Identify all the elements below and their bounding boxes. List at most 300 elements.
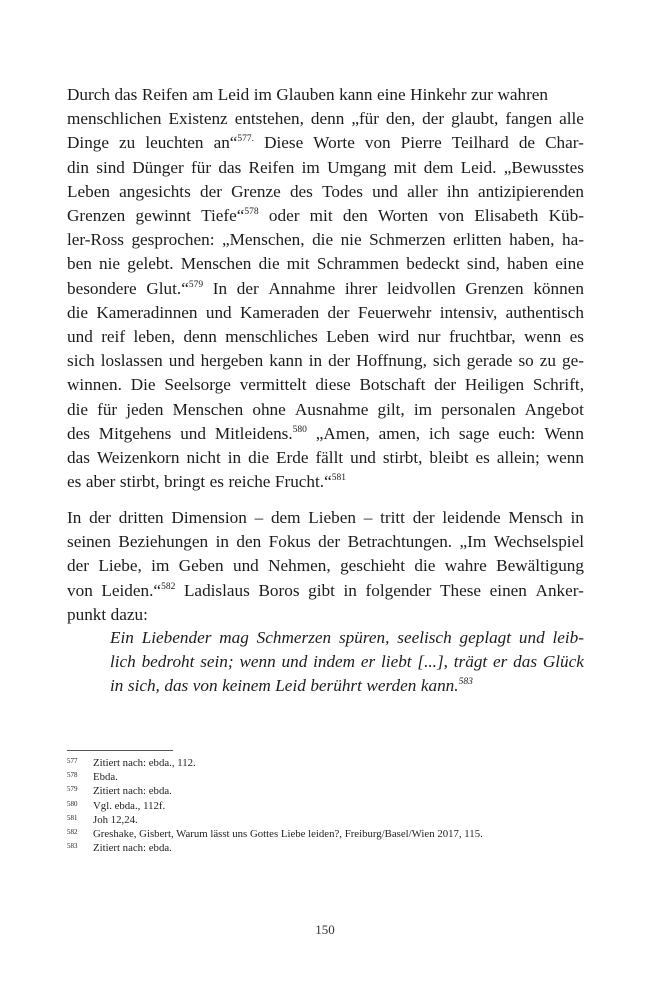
word: Anker- (535, 580, 584, 600)
word: „Bewusstes (503, 157, 584, 177)
word: Hoffnung, (356, 351, 427, 371)
word: berührt (310, 676, 362, 696)
word: Seelsorge (164, 375, 231, 395)
word: Menschen (172, 399, 244, 419)
word: und (372, 181, 398, 201)
word: die (312, 230, 334, 250)
footnote (67, 783, 172, 798)
word: die (258, 254, 280, 274)
word: reiche (228, 472, 271, 492)
word: und (518, 628, 545, 647)
word: „Im (459, 532, 487, 552)
word: dem (270, 508, 301, 527)
word: es (209, 472, 224, 492)
word: Heiligen (464, 375, 525, 395)
word: Ausnahme (294, 399, 369, 419)
word: Küb- (548, 206, 584, 225)
word: euch: (498, 423, 536, 443)
word: in (227, 448, 242, 467)
word: Ein (110, 628, 134, 647)
text-line (67, 325, 584, 349)
word: den, (386, 109, 416, 129)
word: Fokus (268, 532, 311, 552)
footnote-number: 580 (67, 799, 78, 808)
word: nie (340, 230, 362, 250)
text-line (67, 349, 584, 373)
word: Leben (326, 327, 370, 346)
word: menschliches (225, 327, 318, 346)
word: winnen. (67, 375, 122, 395)
word: sage (458, 423, 490, 443)
word: dritten (118, 508, 164, 527)
word: fruchtbar, (448, 327, 516, 346)
text-line (67, 180, 584, 204)
word: loslassen (100, 351, 163, 371)
word: leidende (442, 508, 501, 527)
page-number: 150 (315, 922, 335, 937)
word: von (192, 676, 218, 696)
word: sein; (200, 652, 234, 672)
word: Menschen (180, 254, 252, 274)
word: des (67, 423, 90, 443)
word: von (364, 133, 391, 153)
word: de (518, 133, 536, 153)
word: glaubt, (451, 109, 499, 129)
word: Worte (313, 133, 355, 153)
word: können (533, 278, 584, 298)
word: besondere (67, 278, 137, 298)
word: an“$^{577.}$ (213, 133, 255, 153)
word: mit (309, 206, 333, 225)
word: tritt (380, 508, 405, 527)
word: antizipierenden (478, 181, 584, 201)
word: ben (67, 254, 92, 274)
word: Kameraden (239, 302, 320, 322)
word: „Amen, (315, 423, 370, 443)
word: Leid. (460, 157, 497, 177)
word: und (168, 351, 195, 371)
footnote-number: 577 (67, 757, 78, 765)
word: wird (377, 327, 410, 346)
word: Schmerzen (256, 628, 332, 647)
word: es (569, 327, 584, 346)
word: Mensch (508, 508, 563, 527)
word: Wenn (544, 423, 584, 443)
word: kann.$^{583}$ (420, 676, 473, 696)
quote-line (110, 650, 584, 674)
text-line (67, 603, 584, 627)
word: Reifen (141, 85, 188, 104)
word: in (110, 676, 124, 696)
word: Glück (542, 652, 584, 672)
word: gewinnt (135, 206, 191, 225)
word: Elisabeth (474, 206, 539, 225)
text-line (67, 398, 584, 422)
word: mit (393, 157, 417, 177)
word: Umgang (327, 157, 387, 177)
word: in (343, 580, 357, 600)
word: Angebot (524, 399, 584, 419)
word: haben, (509, 230, 555, 250)
footnote-text: Zitiert nach: ebda. (93, 785, 172, 798)
footnote-ref[interactable]: 582 (161, 581, 176, 592)
word: er (360, 652, 376, 672)
word: din (67, 157, 89, 177)
word: der (412, 508, 435, 527)
word: aller (407, 181, 438, 201)
text-line (67, 228, 584, 252)
word: gibt (308, 580, 335, 600)
word: er (493, 652, 508, 672)
word: dem (423, 157, 454, 177)
word: These (440, 580, 482, 600)
text-line (67, 554, 584, 578)
word: aber (85, 472, 116, 492)
quote-line (110, 674, 584, 698)
word: Leid (217, 85, 250, 104)
word: Lieben (308, 508, 357, 527)
word: „Menschen, (222, 230, 305, 250)
word: reif (101, 327, 126, 346)
word: Grenze (231, 181, 281, 201)
word: amen, (378, 423, 421, 443)
word: Teilhard (451, 133, 509, 153)
word: und (67, 327, 93, 346)
word: wenn (546, 448, 584, 467)
word: und (232, 556, 259, 576)
text-line (67, 579, 584, 603)
word: Leiden.“$^{582}$ (101, 580, 176, 600)
word: eine (377, 85, 406, 104)
word: ihn (446, 181, 469, 201)
word: zu (119, 133, 136, 153)
word: Reifen (248, 157, 295, 177)
word: „für (351, 109, 379, 129)
text-line (67, 131, 584, 155)
footnote-text: Ebda. (93, 771, 118, 784)
word: In (212, 278, 228, 298)
word: Botschaft (359, 375, 426, 395)
text-line (67, 252, 584, 276)
word: Geben (178, 556, 224, 576)
word: Mitgehens (98, 423, 172, 443)
footnote-number: 581 (67, 813, 78, 822)
word: die (67, 399, 88, 419)
word: bringt (164, 472, 206, 492)
word: so (518, 351, 534, 371)
word: vermittelt (239, 375, 307, 395)
word: der (434, 375, 457, 395)
word: die (414, 556, 436, 576)
text-line (67, 422, 584, 446)
word: jeden (126, 399, 164, 419)
word: Die (130, 375, 156, 395)
word: Ladislaus (183, 580, 250, 600)
footnote (67, 826, 483, 841)
word: oder (268, 206, 300, 225)
word: kann (339, 85, 373, 104)
word: angesichts (119, 181, 191, 201)
word: der (318, 532, 341, 552)
text-line (67, 446, 584, 470)
word: stirbt, (382, 448, 423, 467)
word: punkt (67, 604, 107, 624)
word: Schmerzen (369, 230, 446, 250)
word: seinen (67, 532, 111, 552)
word: ihrer (344, 278, 378, 298)
word: spüren, (338, 628, 390, 647)
word: Boros (258, 580, 300, 600)
word: entstehen, (234, 109, 304, 129)
word: es (475, 448, 490, 467)
word: bedeckt (406, 254, 460, 274)
footnote-text: Zitiert nach: ebda., 112. (93, 757, 196, 769)
word: der (327, 302, 350, 322)
footnote-text: Joh 12,24. (93, 813, 138, 826)
word: die (67, 302, 88, 322)
word: Char- (545, 133, 584, 153)
word: Kameradinnen (96, 302, 198, 322)
word: eine (555, 254, 584, 274)
word: sich, (127, 676, 160, 696)
word: authentisch (505, 302, 584, 322)
word: sich (67, 351, 95, 371)
word: fangen (505, 109, 553, 129)
footnote-number: 582 (67, 828, 78, 836)
word: in (570, 508, 584, 527)
text-line (67, 530, 584, 554)
word: der (328, 351, 351, 371)
word: am (192, 85, 214, 104)
footnote-ref[interactable]: 583 (458, 677, 473, 688)
word: Schrift, (532, 375, 584, 395)
word: im (253, 85, 272, 104)
word: in (308, 351, 323, 371)
word: den (236, 532, 262, 552)
word: Erde (276, 448, 309, 467)
word: Leid (275, 676, 306, 696)
text-line (67, 373, 584, 397)
word: Mitleidens.$^{580}$ (214, 423, 307, 443)
word: Glauben (276, 85, 335, 104)
word: der (236, 278, 259, 298)
word: allein; (496, 448, 540, 467)
word: des (289, 181, 313, 201)
word: seelisch (397, 628, 452, 647)
word: Dimension (171, 508, 247, 527)
text-line (67, 277, 584, 301)
word: Worten (377, 206, 429, 225)
word: diese (315, 375, 351, 395)
word: Schrammen (316, 254, 400, 274)
word: im (301, 157, 320, 177)
word: geschieht (340, 556, 405, 576)
word: Dünger (132, 157, 184, 177)
word: wenn (239, 652, 276, 672)
footnote-ref[interactable]: 580 (292, 424, 307, 435)
word: nie (99, 254, 121, 274)
word: intensiv, (439, 302, 498, 322)
word: in (215, 532, 229, 552)
word: liebt (381, 652, 412, 672)
word: mit (286, 254, 310, 274)
word: Frucht.“$^{581}$ (274, 472, 346, 492)
word: Hinkehr (410, 85, 467, 104)
word: indem (313, 652, 356, 672)
word: und (350, 448, 376, 467)
word: für (97, 399, 118, 419)
word: die (248, 448, 270, 467)
footnote (67, 840, 172, 855)
word: Diese (264, 133, 304, 153)
word: Feuerwehr (357, 302, 432, 322)
word: keinem (222, 676, 271, 696)
word: Weizenkorn (96, 448, 180, 467)
word: fällt (315, 448, 344, 467)
word: von (438, 206, 465, 225)
text-line (67, 156, 584, 180)
word: Todes (322, 181, 363, 201)
word: Beziehungen (118, 532, 209, 552)
word: gilt, (377, 399, 405, 419)
word: das (164, 676, 189, 696)
word: geplagt (459, 628, 512, 647)
word: Durch (67, 85, 110, 104)
word: denn (183, 327, 217, 346)
word: wahren (497, 85, 549, 104)
footnote-number: 583 (67, 842, 78, 851)
word: zur (470, 85, 493, 104)
word: mag (219, 628, 249, 647)
word: wenn (523, 327, 562, 346)
word: der (67, 556, 89, 576)
footnote (67, 769, 118, 784)
word: Annahme (268, 278, 336, 298)
footnote-ref[interactable]: 577. (237, 134, 255, 145)
word: Nehmen, (268, 556, 331, 576)
word: im (151, 556, 170, 576)
word: Glut.“$^{579}$ (146, 278, 204, 298)
word: ha- (561, 230, 584, 250)
word: bedroht (141, 652, 195, 672)
footnote-text: Zitiert nach: ebda. (93, 842, 172, 855)
word: – (363, 508, 373, 527)
text-line (67, 506, 584, 530)
footnote (67, 798, 165, 813)
word: sich (432, 351, 461, 371)
text-line (67, 204, 584, 228)
text-line (67, 83, 584, 107)
word: für (191, 157, 212, 177)
text-line (67, 107, 584, 131)
word: hergeben (200, 351, 264, 371)
word: leuchten (145, 133, 204, 153)
word: ohne (252, 399, 286, 419)
word: das (67, 448, 90, 467)
word: stirbt, (119, 472, 160, 492)
word: Existenz (168, 109, 228, 129)
word: nur (417, 327, 441, 346)
footnote-number: 578 (67, 771, 78, 780)
word: menschlichen (67, 109, 162, 129)
word: der (422, 109, 445, 129)
word: Grenzen (465, 278, 524, 298)
word: Dinge (67, 133, 110, 153)
word: im (413, 399, 432, 419)
word: folgender (365, 580, 432, 600)
word: der (89, 508, 112, 527)
word: der (199, 181, 222, 201)
word: erlitten (452, 230, 502, 250)
word: Betrachtungen. (347, 532, 453, 552)
footnote-separator (67, 750, 173, 751)
word: trägt (453, 652, 488, 672)
footnote-ref[interactable]: 579 (188, 279, 204, 290)
word: gelebt. (127, 254, 174, 274)
footnote-text: Greshake, Gisbert, Warum lässt uns Gottes Liebe leiden?, Freiburg/Basel/Wien 2017, 115. (93, 828, 483, 840)
word: kann (269, 351, 303, 371)
text-line (67, 470, 584, 494)
footnote-number: 579 (67, 785, 78, 794)
footnote (67, 812, 138, 827)
word: Tiefe“$^{578}$ (201, 206, 259, 225)
word: ich (428, 423, 450, 443)
word: personalen (441, 399, 516, 419)
word: Liebender (141, 628, 212, 647)
word: werden (366, 676, 417, 696)
word: von (67, 580, 93, 600)
word: wahre (444, 556, 487, 576)
word: alle (559, 109, 584, 129)
word: In (67, 508, 82, 527)
word: haben (507, 254, 549, 274)
word: lich (110, 652, 136, 672)
word: Liebe, (98, 556, 142, 576)
word: und (180, 423, 206, 443)
word: ge- (562, 351, 584, 371)
word: sind, (466, 254, 500, 274)
word: bleibt (429, 448, 469, 467)
word: [...], (417, 652, 448, 672)
footnote-ref[interactable]: 581 (331, 473, 346, 484)
footnote-ref[interactable]: 578 (244, 207, 259, 217)
word: Grenzen (67, 206, 126, 225)
word: den (342, 206, 368, 225)
word: sind (96, 157, 125, 177)
word: das (513, 652, 538, 672)
word: ler-Ross (67, 230, 124, 250)
footnote (67, 755, 196, 770)
word: Wechselspiel (493, 532, 584, 552)
word: es (67, 472, 82, 492)
word: gesprochen: (131, 230, 215, 250)
word: das (114, 85, 138, 104)
word: gerade (466, 351, 513, 371)
word: denn (310, 109, 345, 129)
word: dazu: (110, 604, 148, 624)
word: Pierre (400, 133, 442, 153)
word: leidvollen (387, 278, 456, 298)
word: leib- (552, 628, 584, 647)
word: nicht (186, 448, 221, 467)
word: Bewältigung (496, 556, 584, 576)
word: das (218, 157, 242, 177)
word: und (205, 302, 232, 322)
footnote-text: Vgl. ebda., 112f. (93, 799, 166, 812)
text-line (67, 301, 584, 325)
word: zu (539, 351, 556, 371)
word: leben, (133, 327, 176, 346)
